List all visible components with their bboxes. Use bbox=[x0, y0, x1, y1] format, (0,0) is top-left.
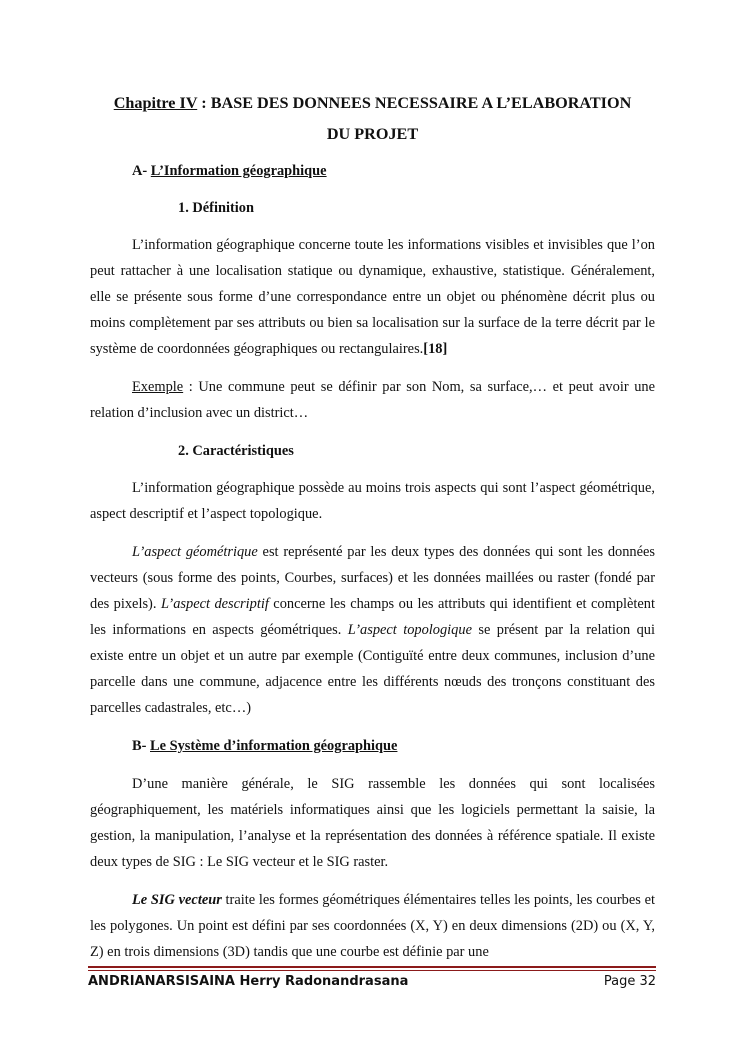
section-b-heading bbox=[132, 733, 655, 759]
aspects-detail-paragraph bbox=[90, 539, 655, 721]
chapter-label: Chapitre IV bbox=[113, 94, 198, 112]
section-a-title: L’Information géographique bbox=[150, 163, 327, 179]
chapter-title bbox=[90, 88, 655, 150]
section-a-prefix: A- bbox=[132, 163, 151, 179]
example-paragraph bbox=[90, 374, 655, 426]
footer-author: ANDRIANARSISAINA Herry Radonandrasana bbox=[88, 974, 409, 989]
aspect-topologique-term: L’aspect topologique bbox=[347, 622, 472, 638]
aspect-descriptif-term: L’aspect descriptif bbox=[160, 596, 269, 612]
aspect-descriptif-text: concerne les champs ou les attributs qui identifient et complètent les informations en aspects géométriques. bbox=[90, 596, 655, 638]
sig-vecteur-term: Le SIG vecteur bbox=[132, 892, 222, 908]
aspects-paragraph: L’information géographique possède au moins trois aspects qui sont l’aspect géométrique, aspect descriptif et l’aspect topologique. bbox=[90, 480, 655, 522]
footer-page-number: Page 32 bbox=[603, 974, 656, 989]
definition-text: L’information géographique concerne toute les informations visibles et invisibles que l’on peut rattacher à une localisation statique ou dynamique, exhaustive, statistique. Généralement, elle se présente sous forme d’une correspondance entre un objet ou phénomène décrit plus ou moins complètement par ses attributs ou bien sa localisation sur la surface de la terre décrit par le système de coordonnées géographiques ou rectangulaires. bbox=[90, 237, 655, 357]
subsection-caracteristiques: 2. Caractéristiques bbox=[178, 443, 294, 459]
example-text: : Une commune peut se définir par son Nom, sa surface,… et peut avoir une relation d’inclusion avec un district… bbox=[90, 379, 655, 421]
example-label: Exemple bbox=[132, 379, 184, 395]
footer-rule-thick bbox=[88, 966, 656, 968]
reference-18: [18] bbox=[423, 341, 448, 357]
section-a-heading bbox=[132, 158, 655, 184]
footer-rule-thin bbox=[88, 970, 656, 971]
sig-vecteur-paragraph bbox=[90, 887, 655, 965]
chapter-title-line2: DU PROJET bbox=[326, 125, 419, 143]
definition-paragraph bbox=[90, 232, 655, 362]
aspect-geometrique-term: L’aspect géométrique bbox=[132, 544, 258, 560]
sig-paragraph: D’une manière générale, le SIG rassemble les données qui sont localisées géographiquement, les matériels informatiques ainsi que les logiciels permettant la saisie, la gestion, la manipulation, l’analyse et la représentation des données à référence spatiale. Il existe deux types de SIG : Le SIG vecteur et le SIG raster. bbox=[90, 776, 655, 870]
aspect-geometrique-text: est représenté par les deux types des données qui sont les données vecteurs (sous forme des points, Courbes, surfaces) et les données maillées ou raster (fondé par des pixels). bbox=[90, 544, 655, 612]
aspect-topologique-text: se présent par la relation qui existe entre un objet et un autre par exemple (Contiguïté entre deux communes, inclusion d’une parcelle dans une commune, adjacence entre les différents nœuds des tronçons constituant des parcelles cadastrales, etc…) bbox=[90, 622, 656, 716]
subsection-definition: 1. Définition bbox=[178, 200, 254, 216]
chapter-title-line1: : BASE DES DONNEES NECESSAIRE A L’ELABORATION bbox=[197, 94, 632, 112]
page-content bbox=[90, 88, 655, 965]
section-b-prefix: B- bbox=[132, 738, 150, 754]
section-b-title: Le Système d’information géographique bbox=[150, 738, 398, 754]
sig-vecteur-text: traite les formes géométriques élémentaires telles les points, les courbes et les polygones. Un point est défini par ses coordonnées (X, Y) en deux dimensions (2D) ou (X, Y, Z) en trois dimensions (3D) tandis que une courbe est définie par une bbox=[90, 892, 655, 960]
